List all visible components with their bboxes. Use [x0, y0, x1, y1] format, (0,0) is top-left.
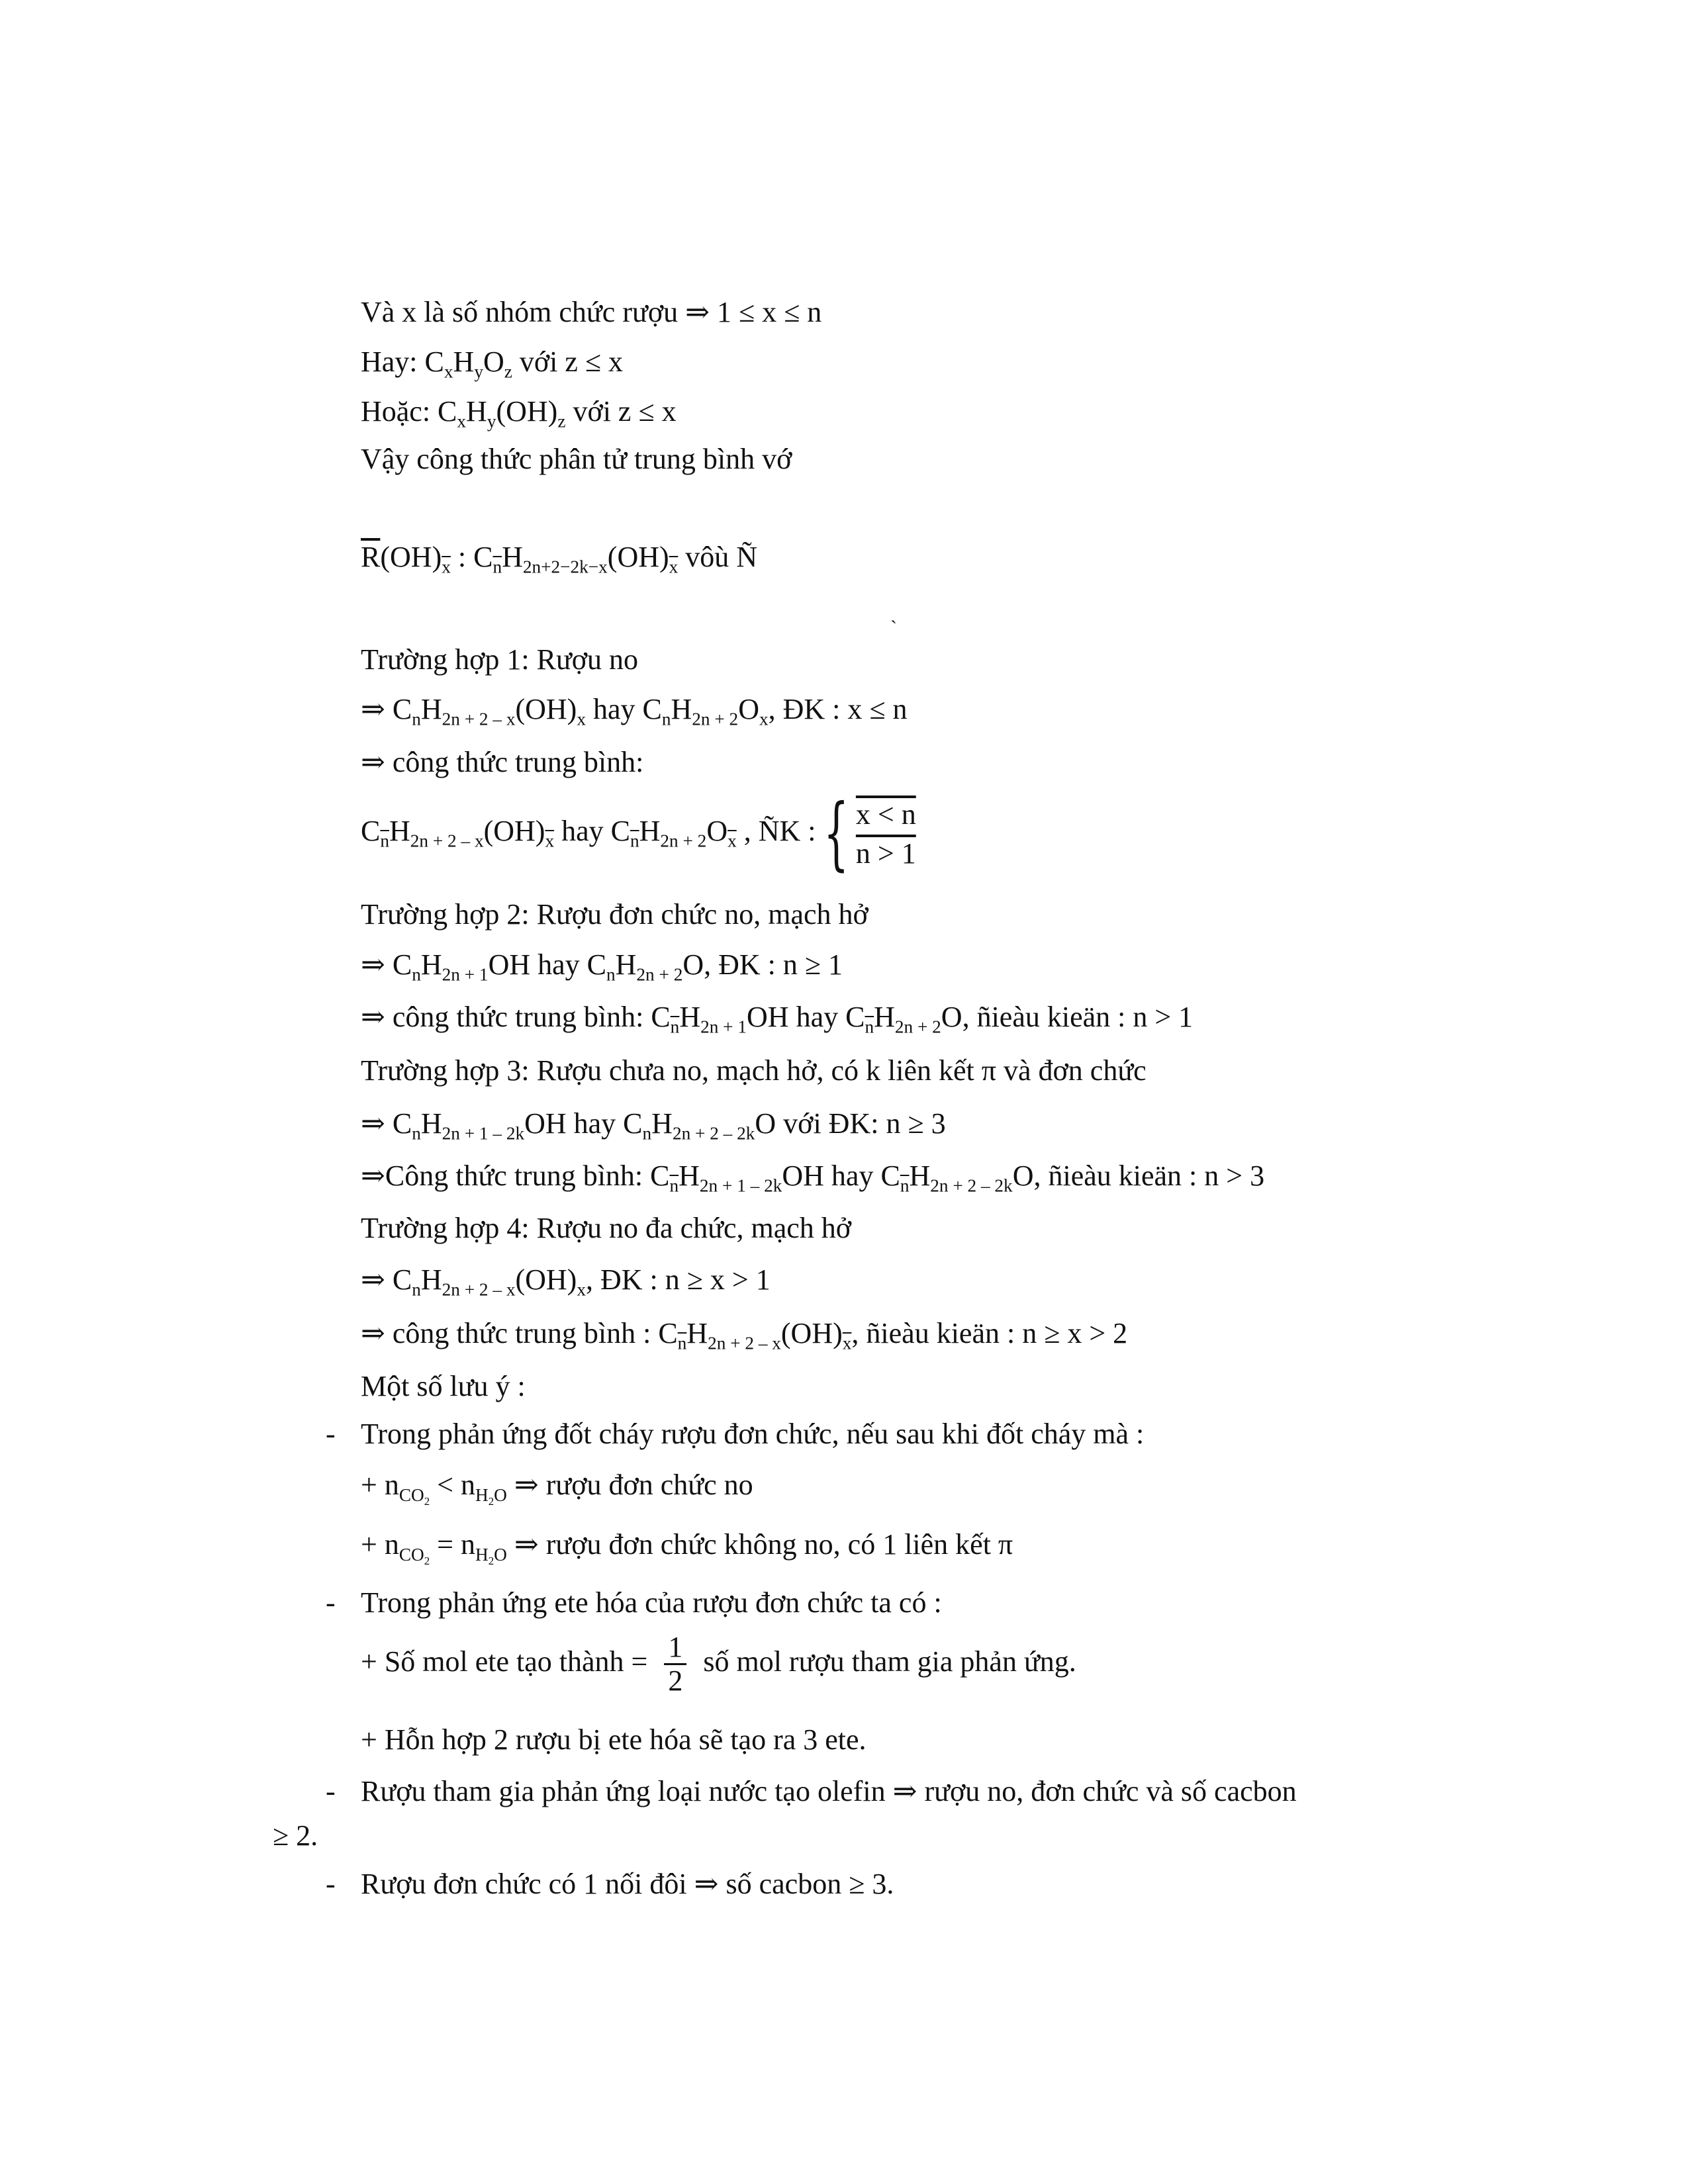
sub: y [487, 411, 496, 432]
sub: n [900, 1175, 910, 1196]
sub [399, 1484, 430, 1508]
note-1 [361, 1420, 1144, 1449]
text: H [453, 345, 475, 378]
case-4-formula [361, 1263, 771, 1300]
condition: n > 1 [855, 837, 916, 870]
text: , ÑK : [736, 815, 816, 848]
text: OH hay C [524, 1107, 643, 1140]
text: (OH) [515, 693, 577, 725]
case-2-formula [361, 948, 843, 985]
line-general-average-formula [361, 541, 758, 577]
text: số mol rượu tham gia phản ứng. [696, 1645, 1076, 1678]
sub: n [661, 709, 671, 729]
text: Trong phản ứng ete hóa của rượu đơn chức ta có : [361, 1586, 942, 1619]
text: OH hay C [488, 948, 606, 981]
text: O [494, 1484, 507, 1505]
text: H [502, 541, 523, 573]
sub: x [727, 831, 737, 851]
text: (OH) [515, 1263, 577, 1296]
case-1-heading [361, 645, 638, 674]
sub: x [842, 1333, 852, 1353]
text: , ñieàu kieän : n ≥ x > 2 [851, 1317, 1128, 1349]
text: Trường hợp 3: Rượu chưa no, mạch hở, có k liên kết π và đơn chức [361, 1054, 1147, 1087]
text: H [679, 1001, 701, 1033]
note-2a [361, 1631, 1076, 1698]
sub: n [380, 831, 389, 851]
text: (OH) [607, 541, 669, 573]
text: O [706, 815, 728, 848]
case-1-average-formula [361, 788, 916, 880]
case-4-average-formula [361, 1317, 1128, 1353]
case-3-average-formula [361, 1160, 1265, 1196]
bullet-dash: - [326, 1586, 336, 1619]
text: H [420, 948, 442, 981]
text: , ĐK : x ≤ n [768, 693, 908, 725]
bullet-dash: - [326, 1418, 336, 1450]
text: Trong phản ứng đốt cháy rượu đơn chức, nếu sau khi đốt cháy mà : [361, 1418, 1145, 1450]
bullet-dash: - [326, 1868, 336, 1900]
sub: y [474, 361, 483, 382]
denominator: 2 [668, 1664, 683, 1698]
case-1-average-label [361, 748, 643, 777]
text: H [686, 1317, 708, 1349]
sub: n [412, 964, 421, 985]
sub: 2n + 1 [700, 1017, 747, 1037]
note-2b [361, 1725, 867, 1754]
text: O [494, 1544, 507, 1565]
case-4-heading [361, 1214, 851, 1243]
sub: n [865, 1017, 874, 1037]
text: H [420, 1263, 442, 1296]
case-3-formula [361, 1107, 946, 1144]
text: $\overline{R}$ [361, 541, 381, 573]
note-3 [361, 1777, 1297, 1806]
text: H [909, 1160, 931, 1192]
sub: x [457, 411, 467, 432]
text: Và x là số nhóm chức rượu ⇒ 1 ≤ x ≤ n [361, 296, 822, 328]
sub: 2n + 2 – x [442, 709, 516, 729]
condition-cases [856, 795, 916, 874]
sub: x [669, 557, 679, 577]
text: + n [361, 1469, 399, 1501]
sub: 2n + 1 – 2k [699, 1175, 782, 1196]
text: Rượu tham gia phản ứng loại nước tạo olefin ⇒ rượu no, đơn chức và số cacbon [361, 1775, 1297, 1807]
case-2-average-formula [361, 1001, 1194, 1037]
sub: n [670, 1017, 680, 1037]
text: ⇒ công thức trung bình: [361, 746, 644, 778]
sub [475, 1545, 507, 1565]
text: = n [430, 1528, 475, 1561]
text: ⇒ rượu đơn chức no [506, 1469, 753, 1501]
text: O với ĐK: n ≥ 3 [755, 1107, 946, 1140]
sub: n [412, 709, 421, 729]
sub: 2n + 2 [636, 964, 683, 985]
text: ⇒ C [361, 948, 412, 981]
text: ⇒Công thức trung bình: C [361, 1160, 670, 1192]
text: O [483, 345, 504, 378]
left-brace-icon: { [823, 788, 849, 880]
text: ⇒ công thức trung bình: C [361, 1001, 671, 1033]
text: ⇒ C [361, 693, 412, 725]
text: Hoặc: C [361, 395, 457, 428]
text: O, ñieàu kieän : n > 1 [941, 1001, 1194, 1033]
case-2-heading [361, 900, 868, 929]
sub: 2 [424, 1494, 430, 1508]
text: O [738, 693, 759, 725]
sub: z [557, 411, 566, 432]
line-hoac-formula [361, 395, 677, 432]
text: H [475, 1544, 489, 1565]
text: Vậy công thức phân tử trung bình vớ [361, 443, 792, 475]
text: H [679, 1160, 700, 1192]
text: C [361, 815, 381, 848]
sub: n [630, 831, 639, 851]
text: CO [399, 1484, 424, 1505]
text: ⇒ C [361, 1263, 412, 1296]
sub: 2n + 2 – 2k [672, 1123, 755, 1144]
sub: x [442, 557, 451, 577]
text: H [420, 1107, 442, 1140]
text: ≥ 2. [273, 1819, 318, 1852]
text: Một số lưu ý : [361, 1370, 526, 1402]
text: (OH) [496, 395, 558, 428]
text: H [639, 815, 661, 848]
note-3-continued [273, 1821, 318, 1850]
sub: 2 [488, 1494, 494, 1508]
text: H [671, 693, 692, 725]
line-alcohol-groups [361, 298, 821, 327]
case-3-heading [361, 1056, 1147, 1085]
sub: 2n + 1 – 2k [442, 1123, 525, 1144]
text: vôù Ñ [678, 541, 758, 573]
note-4 [361, 1870, 894, 1899]
sub: 2n + 2 – x [410, 831, 484, 851]
text: < n [430, 1469, 475, 1501]
notes-heading [361, 1372, 526, 1401]
fraction-one-half [664, 1631, 686, 1698]
text: CO [399, 1544, 424, 1565]
sub: n [669, 1175, 679, 1196]
sub: x [545, 831, 555, 851]
text: H [420, 693, 442, 725]
text: , ĐK : n ≥ x > 1 [585, 1263, 771, 1296]
text: OH hay C [782, 1160, 900, 1192]
text: hay C [585, 693, 662, 725]
text: Trường hợp 2: Rượu đơn chức no, mạch hở [361, 898, 868, 931]
text: với z ≤ x [565, 395, 677, 428]
sub: x [577, 709, 586, 729]
sub: n [412, 1123, 421, 1144]
note-1b [361, 1528, 1013, 1567]
text: : C [450, 541, 493, 573]
condition: x < n [855, 797, 916, 831]
sub: x [577, 1279, 586, 1300]
text: ⇒ công thức trung bình : C [361, 1317, 678, 1349]
note-1a [361, 1469, 753, 1508]
text: H [874, 1001, 895, 1033]
text: ⇒ rượu đơn chức không no, có 1 liên kết π [506, 1528, 1013, 1561]
sub: 2n+2−2k−x [522, 557, 608, 577]
line-hay-formula [361, 345, 624, 382]
sub [475, 1484, 507, 1508]
sub: 2n + 1 [442, 964, 489, 985]
text: hay C [554, 815, 630, 848]
text: O, ĐK : n ≥ 1 [682, 948, 843, 981]
sub: 2n + 2 [692, 709, 739, 729]
text: Rượu đơn chức có 1 nối đôi ⇒ số cacbon ≥ 3. [361, 1868, 894, 1900]
numerator: 1 [664, 1631, 686, 1665]
stray-mark: ` [890, 617, 897, 639]
text: Trường hợp 1: Rượu no [361, 643, 639, 676]
text: (OH) [483, 815, 545, 848]
sub: 2n + 2 [660, 831, 707, 851]
sub: n [642, 1123, 652, 1144]
text: H [389, 815, 410, 848]
text: Trường hợp 4: Rượu no đa chức, mạch hở [361, 1212, 852, 1244]
bullet-dash: - [326, 1775, 336, 1807]
case-1-formula [361, 693, 908, 729]
text: O, ñieàu kieän : n > 3 [1012, 1160, 1265, 1192]
sub: x [444, 361, 453, 382]
text: H [651, 1107, 673, 1140]
sub: 2n + 2 – x [708, 1333, 781, 1353]
text: với z ≤ x [512, 345, 624, 378]
sub: n [677, 1333, 687, 1353]
sub: n [606, 964, 616, 985]
sub: z [504, 361, 512, 382]
sub: x [759, 709, 769, 729]
text: H [475, 1484, 489, 1505]
line-average-formula-intro [361, 445, 792, 474]
text: + Hỗn hợp 2 rượu bị ete hóa sẽ tạo ra 3 ete. [361, 1723, 867, 1756]
sub [399, 1545, 430, 1565]
sub: 2n + 2 [894, 1017, 941, 1037]
text: ⇒ C [361, 1107, 412, 1140]
text: (OH) [380, 541, 442, 573]
sub: n [492, 557, 502, 577]
sub: 2 [424, 1554, 430, 1567]
text: (OH) [780, 1317, 843, 1349]
text: + Số mol ete tạo thành = [361, 1645, 655, 1678]
text: + n [361, 1528, 399, 1561]
text: H [466, 395, 487, 428]
note-2 [361, 1588, 942, 1617]
sub: 2 [488, 1554, 494, 1567]
sub: 2n + 2 – x [442, 1279, 516, 1300]
text: Hay: C [361, 345, 444, 378]
sub: n [412, 1279, 421, 1300]
sub: 2n + 2 – 2k [930, 1175, 1013, 1196]
text: OH hay C [747, 1001, 865, 1033]
text: H [615, 948, 637, 981]
